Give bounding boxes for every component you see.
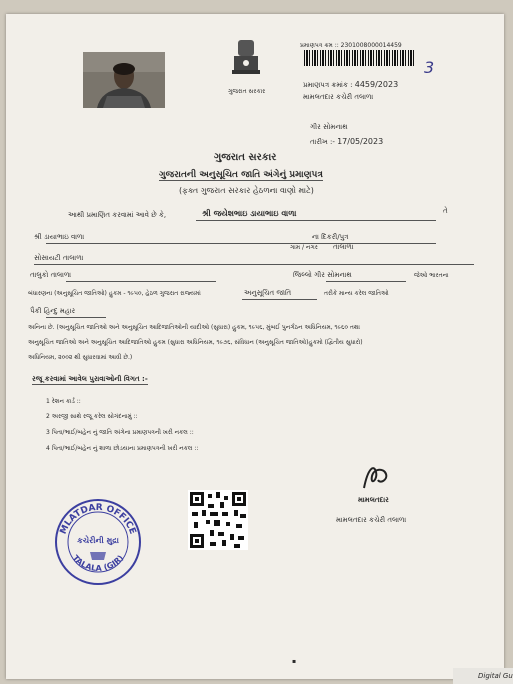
issuer-office: મામલતદાર કચેરી તલાળા bbox=[303, 93, 374, 101]
applicant-photo bbox=[83, 52, 165, 108]
person-name: શ્રી જયેશભાઇ ડાયાભાઇ વાળા bbox=[202, 209, 297, 218]
date-label: તારીખ :- bbox=[310, 138, 335, 146]
certificate-page bbox=[6, 14, 504, 679]
stamp-bottom-text: TALALA (GIR) bbox=[70, 553, 126, 573]
office-stamp bbox=[50, 494, 146, 588]
cert-no-label: પ્રમાણપત્ર ક્રમાંક : bbox=[303, 81, 353, 89]
taluka: તાલાળા bbox=[50, 271, 72, 279]
footer-watermark: Digital Gu bbox=[478, 672, 513, 680]
evidence-item-2: 2 અરજી સાથે રજૂ કરેલ સોગંદનામું :: bbox=[46, 413, 138, 420]
society: સોસાયટી તાલાળા bbox=[34, 254, 84, 262]
village: તાલાળા bbox=[333, 243, 354, 251]
stamp-top-text: MLATDAR OFFICE bbox=[58, 502, 138, 536]
line4: બંધારણના (અનુસૂચિત જાતિઓ) હુકમ - ૧૯૫૦, હેઠળ ગુજરાત રાજ્યમાં bbox=[28, 290, 201, 297]
sub-title: (ફક્ત ગુજરાત સરકાર હેઠળના વાણો માટે) bbox=[179, 186, 314, 195]
father-name: શ્રી ડાયાભાઇ વાળા bbox=[34, 233, 85, 241]
district-label: જિલ્લો bbox=[293, 271, 312, 279]
line4-end: તરીકે માન્ય કરેલ જાતિઓ bbox=[324, 290, 389, 297]
government-title: ગુજરાત સરકાર bbox=[214, 152, 277, 163]
certify-line: આથી પ્રમાણિત કરવામાં આવે છે કે, bbox=[68, 211, 167, 219]
issue-date: 17/05/2023 bbox=[337, 137, 384, 146]
signatory-title: મામલતદાર bbox=[358, 496, 389, 504]
main-title: ગુજરાતની અનુસૂચિત જાતિ અંગેનું પ્રમાણપત્ર bbox=[159, 170, 323, 180]
cert-no: 4459/2023 bbox=[354, 80, 399, 89]
footer-dot: ▪ bbox=[292, 658, 297, 665]
religion-caste: પૈકી હિન્દુ મહાર bbox=[30, 307, 76, 315]
qr-code bbox=[188, 490, 248, 550]
te-word: તે bbox=[443, 207, 448, 215]
taluka-label: તાલુકો bbox=[30, 271, 49, 279]
relation: ના દિકરી/પુત્ર bbox=[312, 233, 349, 241]
evidence-item-1: 1 રેશન કાર્ડ :: bbox=[46, 398, 81, 405]
district: ગીર સોમનાથ bbox=[314, 271, 352, 279]
evidence-item-3: 3 પિતા/ભાઈ/બહેન નું જાતિ અંગેના પ્રમાણપત્રની ખરી નકલ :: bbox=[46, 429, 194, 436]
signature-mark bbox=[358, 462, 392, 494]
signatory-office: મામલતદાર કચેરી તલાળા bbox=[336, 516, 407, 524]
government-emblem bbox=[224, 38, 268, 88]
stamp-middle-text: કચેરીની મુદ્રા bbox=[77, 536, 119, 545]
emblem-caption: ગુજરાત સરકાર bbox=[228, 88, 266, 95]
para-line-3: અધિનિયમ, ૨૦૦૨ થી સુધારવામાં આવી છે.) bbox=[28, 354, 133, 361]
barcode-text: પ્રમાણપત્ર ક્રમ :: 2301008000014459 bbox=[300, 42, 402, 49]
header-district: ગીર સોમનાથ bbox=[310, 123, 348, 131]
barcode bbox=[304, 50, 416, 66]
village-label: ગામ / નગર bbox=[290, 244, 318, 251]
state-label: જેઓ ભારતના bbox=[414, 272, 449, 279]
handwritten-number: 3 bbox=[424, 58, 435, 77]
evidence-heading: રજૂ કરવામાં આવેલ પુરાવાઓની વિગત :- bbox=[32, 375, 148, 383]
evidence-item-4: 4 પિતા/ભાઈ/બહેન નું શાળા છોડયાના પ્રમાણપત્રની ખરી નકલ :: bbox=[46, 445, 199, 452]
para-line-1: અનિના છે. (અનુસૂચિત જાતિઓ અને અનુસૂચિત આદિજાતિઓની યાદીઓ (સુધારા) હુકમ, ૧૯૫૬, મુંબઈ પુનર્ગઠન અધિનિયમ, ૧૯૬૦ તથા bbox=[28, 324, 360, 331]
caste-type: અનુસૂચિત જાતિ bbox=[244, 289, 292, 297]
para-line-2: અનુસૂચિત જાતિઓ અને અનુસૂચિત આદિજાતિઓ હુકમ (સુધારા અધિનિયમ, ૧૯૭૬, સંવિધાન (અનુસૂચિત જાતિઓ)હુકમો (દ્વિતીય સુધારો) bbox=[28, 339, 363, 346]
